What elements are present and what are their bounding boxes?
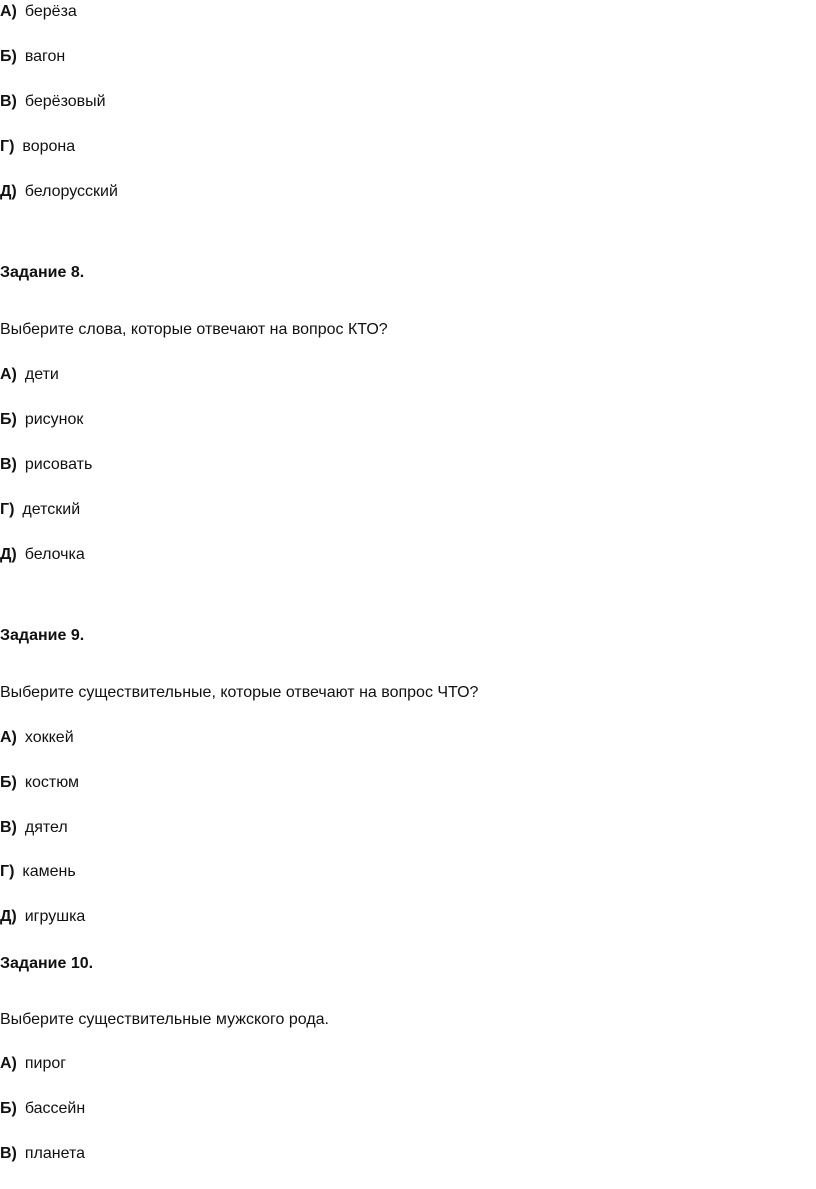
- task10-option-c: В) планета: [0, 1145, 86, 1162]
- task9-option-c: В) дятел: [0, 819, 68, 836]
- task10-title: Задание 10.: [0, 955, 94, 972]
- task8-option-c: В) рисовать: [0, 456, 93, 473]
- task9-option-e: Д) игрушка: [0, 908, 86, 925]
- task8-question: Выберите слова, которые отвечают на вопрос КТО?: [0, 321, 388, 338]
- task10-question: Выберите существительные мужского рода.: [0, 1011, 329, 1028]
- task7-option-d: Г) ворона: [0, 138, 76, 155]
- task8-option-e: Д) белочка: [0, 546, 85, 563]
- task10-option-a: А) пирог: [0, 1055, 67, 1072]
- task9-option-d: Г) камень: [0, 863, 76, 880]
- task7-option-e: Д) белорусский: [0, 183, 118, 200]
- task8-option-d: Г) детский: [0, 501, 81, 518]
- task9-title: Задание 9.: [0, 627, 85, 644]
- task9-question: Выберите существительные, которые отвечают на вопрос ЧТО?: [0, 684, 479, 701]
- task9-option-b: Б) костюм: [0, 774, 80, 791]
- task7-option-b: Б) вагон: [0, 48, 66, 65]
- task8-option-a: А) дети: [0, 366, 59, 383]
- task9-option-a: А) хоккей: [0, 729, 74, 746]
- task7-option-c: В) берёзовый: [0, 93, 106, 110]
- task8-option-b: Б) рисунок: [0, 411, 84, 428]
- task7-option-a: А) берёза: [0, 3, 77, 20]
- task8-title: Задание 8.: [0, 264, 85, 281]
- task10-option-b: Б) бассейн: [0, 1100, 86, 1117]
